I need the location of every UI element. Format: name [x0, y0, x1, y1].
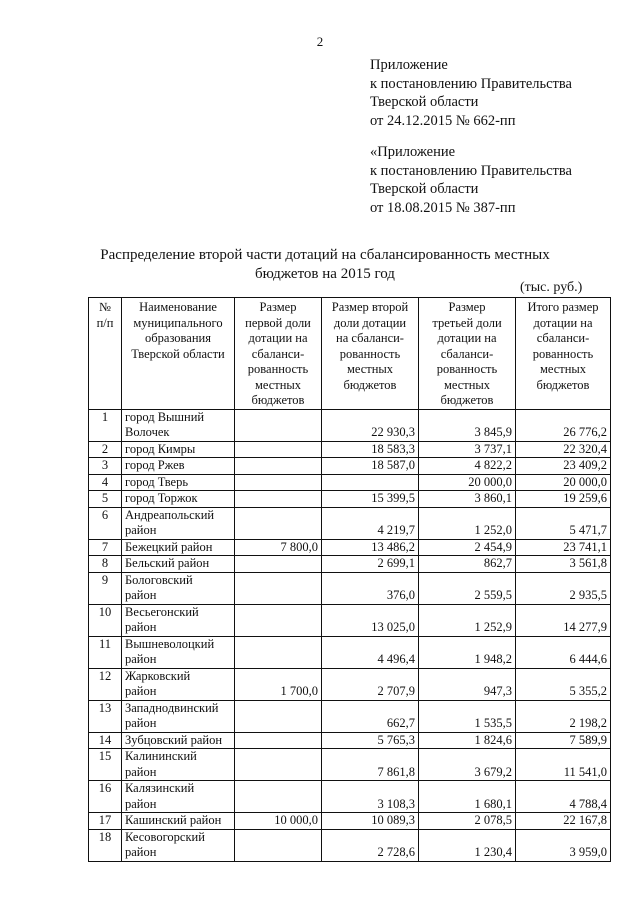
municipality-name-line: Бежецкий район — [125, 539, 213, 554]
table-row — [89, 441, 611, 458]
subsidy-distribution-table — [88, 297, 611, 862]
first-share-value — [235, 700, 322, 732]
municipality-name — [122, 474, 235, 491]
header-line: № — [99, 300, 111, 314]
second-share-value — [322, 474, 419, 491]
third-share-value: 2 454,9 — [419, 539, 516, 556]
table-row — [89, 636, 611, 668]
row-number: 13 — [89, 700, 122, 732]
municipality-name-line: район — [125, 652, 157, 666]
total-value: 6 444,6 — [516, 636, 611, 668]
header-line: рованность — [339, 346, 401, 361]
municipality-name-line: город Тверь — [125, 474, 189, 489]
municipality-name-line: район — [125, 764, 157, 779]
header-line: на сбаланси- — [336, 331, 404, 345]
municipality-name-line: город Торжок — [125, 491, 198, 505]
second-share-value: 18 587,0 — [322, 458, 419, 475]
municipality-name-line: Западнодвинский — [125, 700, 219, 715]
header-name — [122, 298, 235, 410]
row-number: 17 — [89, 813, 122, 830]
municipality-name — [122, 491, 235, 508]
second-share-value: 2 728,6 — [322, 829, 419, 861]
row-number: 15 — [89, 749, 122, 781]
header-line: бюджетов — [440, 393, 494, 407]
header-line: Наименование — [139, 300, 217, 314]
municipality-name — [122, 668, 235, 700]
first-share-value — [235, 441, 322, 458]
header-line: местных — [443, 377, 491, 392]
appendix-line: Приложение — [370, 57, 448, 73]
row-number: 14 — [89, 732, 122, 749]
table-row — [89, 507, 611, 539]
page-number: 2 — [316, 34, 324, 49]
header-line: сбаланси- — [251, 346, 305, 361]
municipality-name — [122, 604, 235, 636]
first-share-value — [235, 409, 322, 441]
total-value: 7 589,9 — [516, 732, 611, 749]
total-value: 20 000,0 — [516, 474, 611, 491]
third-share-value: 947,3 — [419, 668, 516, 700]
table-row — [89, 829, 611, 861]
total-value: 11 541,0 — [516, 749, 611, 781]
header-line: третьей доли — [432, 315, 502, 330]
row-number: 2 — [89, 441, 122, 458]
row-number: 1 — [89, 409, 122, 441]
table-row — [89, 458, 611, 475]
row-number: 11 — [89, 636, 122, 668]
third-share-value: 3 737,1 — [419, 441, 516, 458]
row-number: 3 — [89, 458, 122, 475]
third-share-value: 1 535,5 — [419, 700, 516, 732]
third-share-value: 2 078,5 — [419, 813, 516, 830]
table-row — [89, 539, 611, 556]
municipality-name-line: район — [125, 684, 157, 698]
header-line: Размер — [259, 300, 297, 314]
total-value: 5 355,2 — [516, 668, 611, 700]
second-share-value: 13 486,2 — [322, 539, 419, 556]
total-value: 4 788,4 — [516, 781, 611, 813]
header-line: местных — [539, 362, 587, 376]
municipality-name — [122, 572, 235, 604]
first-share-value — [235, 636, 322, 668]
header-line: дотации на — [248, 331, 308, 345]
municipality-name — [122, 507, 235, 539]
first-share-value: 10 000,0 — [235, 813, 322, 830]
municipality-name — [122, 441, 235, 458]
total-value: 22 167,8 — [516, 813, 611, 830]
municipality-name-line: Калязинский — [125, 781, 195, 795]
municipality-name — [122, 636, 235, 668]
municipality-name — [122, 458, 235, 475]
row-number: 4 — [89, 474, 122, 491]
municipality-name — [122, 539, 235, 556]
municipality-name — [122, 813, 235, 830]
header-first-share — [235, 298, 322, 410]
municipality-name — [122, 700, 235, 732]
title-line-2: бюджетов на 2015 год — [255, 266, 395, 282]
third-share-value: 1 230,4 — [419, 829, 516, 861]
second-share-value: 4 219,7 — [322, 507, 419, 539]
municipality-name-line: район — [125, 716, 157, 730]
second-share-value: 13 025,0 — [322, 604, 419, 636]
row-number: 6 — [89, 507, 122, 539]
appendix-header — [370, 56, 572, 130]
municipality-name — [122, 829, 235, 861]
header-line: Итого размер — [527, 300, 599, 314]
header-line: дотации на — [533, 315, 593, 330]
appendix-line: «Приложение — [370, 144, 456, 160]
third-share-value: 862,7 — [419, 556, 516, 573]
second-share-value: 2 699,1 — [322, 556, 419, 573]
table-header — [89, 298, 611, 410]
table-row — [89, 813, 611, 830]
header-line: Тверской области — [131, 346, 225, 361]
second-share-value: 7 861,8 — [322, 749, 419, 781]
first-share-value: 1 700,0 — [235, 668, 322, 700]
third-share-value: 3 845,9 — [419, 409, 516, 441]
header-num — [89, 298, 122, 410]
appendix-line: к постановлению Правительства — [370, 75, 572, 92]
second-share-value: 18 583,3 — [322, 441, 419, 458]
header-line: Размер второй — [331, 300, 409, 314]
header-line: бюджетов — [343, 377, 397, 392]
municipality-name-line: Бологовский — [125, 572, 193, 587]
total-value: 3 561,8 — [516, 556, 611, 573]
third-share-value: 2 559,5 — [419, 572, 516, 604]
table-row — [89, 700, 611, 732]
table-body — [89, 409, 611, 861]
first-share-value — [235, 458, 322, 475]
total-value: 22 320,4 — [516, 441, 611, 458]
header-second-share — [322, 298, 419, 410]
table-row — [89, 409, 611, 441]
header-line: местных — [346, 362, 394, 376]
total-value: 19 259,6 — [516, 491, 611, 508]
row-number: 10 — [89, 604, 122, 636]
row-number: 16 — [89, 781, 122, 813]
row-number: 7 — [89, 539, 122, 556]
municipality-name-line: город Вышний — [125, 409, 205, 424]
appendix-line: от 24.12.2015 № 662-пп — [370, 112, 516, 129]
third-share-value: 1 948,2 — [419, 636, 516, 668]
row-number: 9 — [89, 572, 122, 604]
header-line: муниципального — [133, 315, 223, 330]
document-title — [60, 246, 590, 284]
third-share-value: 1 252,0 — [419, 507, 516, 539]
total-value: 14 277,9 — [516, 604, 611, 636]
appendix-line: Тверской области — [370, 181, 479, 197]
title-line-1: Распределение второй части дотаций на сбалансированность местных — [100, 247, 550, 263]
first-share-value — [235, 491, 322, 508]
second-share-value: 4 496,4 — [322, 636, 419, 668]
table-row — [89, 781, 611, 813]
municipality-name-line: Андреапольский — [125, 507, 215, 522]
header-line: местных — [254, 377, 302, 392]
table-row — [89, 474, 611, 491]
header-line: первой доли — [245, 315, 311, 330]
third-share-value: 3 860,1 — [419, 491, 516, 508]
quoted-appendix-header — [370, 143, 572, 217]
row-number: 5 — [89, 491, 122, 508]
municipality-name-line: Калининский — [125, 749, 197, 763]
first-share-value — [235, 604, 322, 636]
appendix-line: от 18.08.2015 № 387-пп — [370, 199, 516, 216]
header-line: бюджетов — [251, 393, 305, 407]
total-value: 23 409,2 — [516, 458, 611, 475]
first-share-value — [235, 749, 322, 781]
third-share-value: 20 000,0 — [419, 474, 516, 491]
header-line: сбаланси- — [440, 346, 494, 361]
municipality-name — [122, 556, 235, 573]
third-share-value: 1 824,6 — [419, 732, 516, 749]
header-line: сбаланси- — [536, 331, 590, 345]
header-line: рованность — [436, 362, 498, 376]
table-row — [89, 491, 611, 508]
table-row — [89, 749, 611, 781]
header-line: доли дотации — [333, 315, 407, 330]
appendix-line: к постановлению Правительства — [370, 162, 572, 179]
second-share-value: 662,7 — [322, 700, 419, 732]
row-number: 8 — [89, 556, 122, 573]
municipality-name-line: город Ржев — [125, 458, 185, 472]
municipality-name — [122, 732, 235, 749]
municipality-name — [122, 781, 235, 813]
first-share-value — [235, 732, 322, 749]
first-share-value — [235, 556, 322, 573]
second-share-value: 376,0 — [322, 572, 419, 604]
table-row — [89, 732, 611, 749]
table-row — [89, 604, 611, 636]
row-number: 12 — [89, 668, 122, 700]
total-value: 2 935,5 — [516, 572, 611, 604]
header-line: образования — [145, 331, 211, 345]
municipality-name-line: Кашинский район — [125, 813, 222, 827]
first-share-value — [235, 507, 322, 539]
header-line: п/п — [96, 315, 114, 330]
total-value: 3 959,0 — [516, 829, 611, 861]
municipality-name-line: район — [125, 588, 157, 602]
municipality-name-line: район — [125, 796, 157, 811]
first-share-value: 7 800,0 — [235, 539, 322, 556]
table-row — [89, 556, 611, 573]
first-share-value — [235, 781, 322, 813]
table-header-row — [89, 298, 611, 410]
appendix-line: Тверской области — [370, 94, 479, 110]
total-value: 26 776,2 — [516, 409, 611, 441]
total-value: 2 198,2 — [516, 700, 611, 732]
second-share-value: 10 089,3 — [322, 813, 419, 830]
municipality-name-line: Волочек — [125, 425, 170, 439]
municipality-name — [122, 409, 235, 441]
municipality-name-line: город Кимры — [125, 441, 196, 456]
header-third-share — [419, 298, 516, 410]
header-line: Размер — [448, 300, 486, 314]
header-line: дотации на — [437, 331, 497, 345]
second-share-value: 22 930,3 — [322, 409, 419, 441]
third-share-value: 3 679,2 — [419, 749, 516, 781]
second-share-value: 15 399,5 — [322, 491, 419, 508]
municipality-name-line: Бельский район — [125, 556, 210, 570]
municipality-name-line: Кесовогорский — [125, 829, 205, 844]
table-row — [89, 572, 611, 604]
header-line: рованность — [532, 346, 594, 361]
second-share-value: 2 707,9 — [322, 668, 419, 700]
second-share-value: 5 765,3 — [322, 732, 419, 749]
municipality-name-line: район — [125, 620, 157, 634]
first-share-value — [235, 572, 322, 604]
second-share-value: 3 108,3 — [322, 781, 419, 813]
municipality-name-line: Вышневолоцкий — [125, 636, 215, 651]
total-value: 5 471,7 — [516, 507, 611, 539]
header-line: бюджетов — [536, 377, 590, 392]
municipality-name-line: район — [125, 845, 157, 859]
municipality-name — [122, 749, 235, 781]
row-number: 18 — [89, 829, 122, 861]
third-share-value: 1 680,1 — [419, 781, 516, 813]
first-share-value — [235, 474, 322, 491]
header-line: рованность — [247, 362, 309, 376]
municipality-name-line: Жарковский — [125, 668, 191, 683]
municipality-name-line: Весьегонский — [125, 604, 199, 619]
first-share-value — [235, 829, 322, 861]
municipality-name-line: район — [125, 523, 157, 537]
units-label: (тыс. руб.) — [520, 280, 583, 295]
header-total — [516, 298, 611, 410]
third-share-value: 4 822,2 — [419, 458, 516, 475]
municipality-name-line: Зубцовский район — [125, 732, 223, 747]
third-share-value: 1 252,9 — [419, 604, 516, 636]
table-row — [89, 668, 611, 700]
total-value: 23 741,1 — [516, 539, 611, 556]
